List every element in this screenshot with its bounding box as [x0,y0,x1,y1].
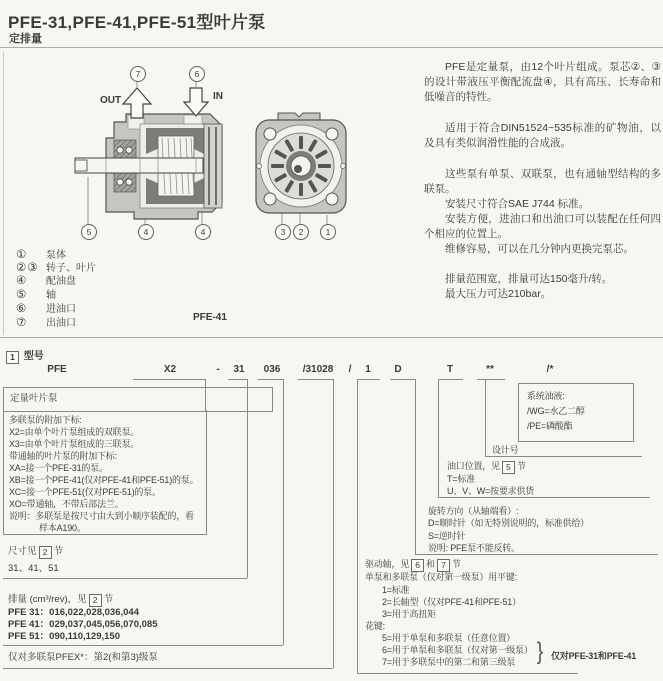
diagram-caption: PFE-41 [193,312,227,323]
leader-line [3,645,283,646]
rear-cover [204,124,222,208]
intro-paragraph: 维修容易，可以在几分钟内更换完泵芯。 [445,243,634,255]
section-ref-box: 2 [39,546,52,559]
shaft-spline-option: 6=用于单泵和多联泵（仅对第一级泵） [382,645,533,655]
design-number-label: 设计号 [492,445,519,455]
code-part-design: ** [486,364,494,375]
code-part-slash: / [348,364,352,375]
section-ref-box: 5 [502,461,515,474]
size-note: 尺寸见 2 节 [8,546,64,557]
code-part-multi: X2 [163,364,177,375]
leader-line [357,673,578,674]
shaft-header: 驱动轴，见 6 和 7 节 [365,559,461,570]
leader-line [390,379,416,380]
leader-line [357,379,358,673]
page-title: PFE-31,PFE-41,PFE-51型叶片泵 [8,13,266,32]
legend-label: 轴 [46,290,56,301]
ports-option: U、V、W=按要求供货 [447,486,535,496]
legend-label: 泵体 [46,250,66,261]
in-arrow [184,88,208,116]
callout-3: 3 [275,224,291,240]
legend-num: ④ [16,275,28,287]
leader-line [3,578,247,579]
callout-4a: 4 [138,224,154,240]
leader-line [477,379,505,380]
shaft-key-option: 3=用于高扭矩 [382,609,436,619]
callout-6: 6 [189,66,205,82]
page-subtitle: 定排量 [9,33,42,45]
shaft-spline-option: 7=用于多联泵中的第二和第三级泵 [382,657,516,667]
pump-cross-section-drawing [30,58,360,233]
in-port-label: IN [213,91,223,102]
shaft-spline-option: 5=用于单泵和多联泵（任意位置） [382,633,516,643]
leader-line [283,379,284,645]
legend-label: 出油口 [46,318,76,329]
intro-paragraph: 排量范围宽，排量可达150毫升/转。 [445,273,613,285]
shaft-key-title: 单泵和多联泵（仅对第一级泵）用平键: [365,572,517,582]
legend-item [16,272,76,287]
pump-type-label: 定量叶片泵 [10,393,58,404]
intro-paragraph: 这些泵有单泵、双联泵，也有通轴型结构的多联泵。 [424,168,661,195]
section-ref-box: 2 [89,594,102,607]
displacement-row: PFE 41：029,037,045,056,070,085 [8,619,158,630]
intro-text [424,60,661,302]
leader-line [333,379,334,668]
callout-5: 5 [81,224,97,240]
intro-paragraph: 最大压力可达210bar。 [445,288,552,300]
section-number-box: 1 [6,351,19,364]
code-part-fluid: /* [546,364,554,375]
legend-num: ⑤ [16,289,28,301]
section-ref-box: 6 [411,559,424,572]
intro-paragraph: 安装方便，进油口和出油口可以装配在任何四个相应的位置上。 [424,213,661,240]
legend-label: 配油盘 [46,276,76,287]
legend-label: 转子、叶片 [46,263,96,274]
section-ref-box: 7 [437,559,450,572]
fluid-options: 系统油液: /WG=水乙二醇 /PE=磷酸酯 [527,391,585,431]
leader-line [258,379,284,380]
legend-num: ②③ [16,262,39,274]
ports-header: 油口位置，见 5 节 [447,461,526,472]
shaft-spline-title: 花键: [365,621,385,631]
divider [0,47,663,48]
leader-line [415,379,416,554]
code-part-shaft: 1 [365,364,371,375]
section-title: 型号 [23,351,44,362]
legend-num: ⑦ [16,317,28,329]
callout-1: 1 [320,224,336,240]
intro-paragraph: 安装尺寸符合SAE J744 标准。 [445,198,590,210]
leader-line [485,379,486,456]
leader-line [357,379,380,380]
legend-num: ⑥ [16,303,28,315]
callout-7: 7 [130,66,146,82]
code-part-hyphen: - [216,364,220,375]
flange-top-boss [278,113,320,120]
displacement-row: PFE 51：090,110,129,150 [8,631,120,642]
code-part-stage2: /31028 [302,364,334,375]
legend-item [16,300,76,315]
shaft-key-option: 2=长轴型（仅对PFE-41和PFE-51） [382,597,521,607]
code-part-ports: T [446,364,454,375]
displacement-header: 排量 (cm³/rev)，见 2 节 [8,594,114,605]
callout-4b: 4 [195,224,211,240]
second-stage-note: 仅对多联泵PFEX*：第2(和第3)级泵 [8,652,158,663]
intro-paragraph: 适用于符合DIN51524~535标准的矿物油，以及具有类似润滑性能的合成液。 [424,122,661,149]
multi-pump-note: 多联泵的附加下标: X2=由单个叶片泵组成的双联泵。 X3=由单个叶片泵组成的三联泵。 带通轴的叶片泵的附加下标: XA=接一个PFE-31的泵。 XB=接一个PFE-41(仅对PFE-41和PFE-51)的泵。 XC=接一个PFE-51(仅对PFE-51)的泵。 XO=带通轴，不带后部法兰。 说明：多联泵是按尺寸由大到小顺序装配的，看 样本A190。 [9,415,199,533]
rotation-note: 旋转方向（从轴端看）: D=顺时针（如无特别说明的，标准供给） S=逆时针 说明: PFE泵不能反转。 [428,506,589,553]
spline-brace: } [536,638,544,665]
shaft [75,158,203,173]
leader-line [438,379,439,497]
code-part-displacement: 036 [263,364,281,375]
leader-line [228,379,248,380]
model-section-header [6,347,44,364]
code-part-series: PFE [47,364,67,375]
leader-line [485,456,642,457]
intro-paragraph: PFE是定量泵，由12个叶片组成。泵芯②、③的设计带液压平衡配流盘④，具有高压、长寿命和低噪音的特性。 [424,61,661,103]
page-margin-line [3,52,4,335]
displacement-row: PFE 31：016,022,028,036,044 [8,607,139,618]
divider [0,337,663,338]
leader-line [438,497,650,498]
shaft-key-option: 1=标准 [382,585,410,595]
size-values: 31、41、51 [8,563,59,574]
legend-num: ① [16,249,28,261]
leader-line [3,668,333,669]
callout-2: 2 [293,224,309,240]
leader-line [133,379,206,380]
legend-item [16,314,76,329]
leader-line [298,379,334,380]
legend-label: 进油口 [46,304,76,315]
code-part-rotation: D [394,364,402,375]
legend-item [16,286,56,301]
leader-line [438,379,463,380]
code-part-size: 31 [233,364,245,375]
ports-option: T=标准 [447,474,475,484]
out-port-label: OUT [100,95,122,106]
spline-note: 仅对PFE-31和PFE-41 [551,651,637,661]
